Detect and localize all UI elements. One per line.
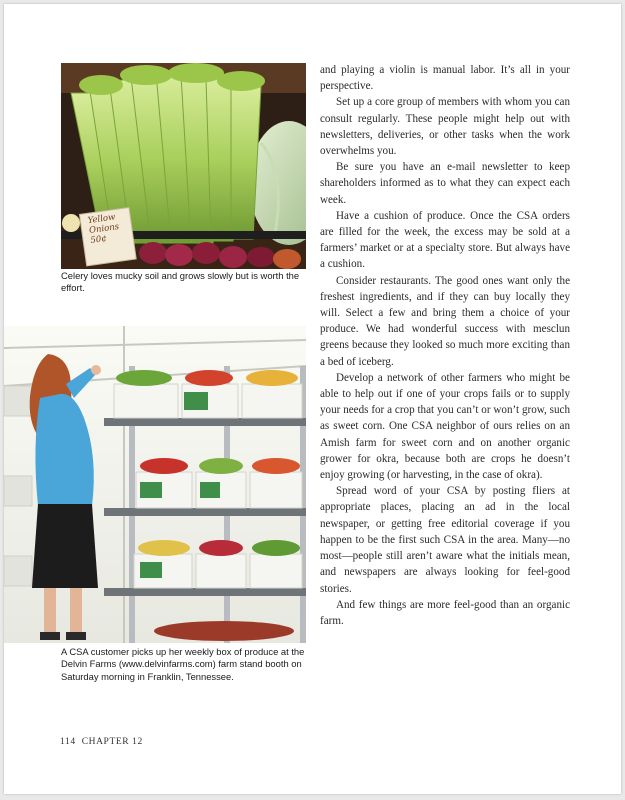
paragraph: Have a cushion of produce. Once the CSA orders are filled for the week, the excess may be sold at a farmers’ market or at a specialty store. But always have a cushion. [320,209,570,271]
paragraph: Spread word of your CSA by posting fliers at appropriate places, placing an ad in the local newspaper, or getting free editorial coverage if you happen to be the first such CSA in the area. Many—no most—people still aren’t aware what the initials mean, and newspapers are always looking for feel-good stories. [320,485,570,595]
chapter-label: CHAPTER 12 [81,737,143,747]
page-number: 114 [60,737,76,747]
book-page [4,4,621,794]
csa-customer-photo [4,326,306,643]
paragraph: And few things are more feel-good than an organic farm. [320,598,570,627]
body-text-column [320,62,570,629]
paragraph: Develop a network of other farmers who might be able to help out if one of your crops fails or to supply your needs for a crop that you can’t or won’t grow, such as sweet corn. One CSA neighbor of ours relies on an Amish farm for sweet corn and on another organic grower for okra, because both are crops he doesn’t enjoy growing (or harvesting, in the case of okra). [320,371,570,482]
paragraph: Consider restaurants. The good ones want only the freshest ingredients, and if they can buy locally they will. Select a few and bring them a choice of your produce. We had wonderful success with mesclun greens because they looked so much more exciting than a bed of iceberg. [320,274,570,368]
page-footer [60,737,149,747]
price-sign: Yellow Onions 50¢ [87,212,120,246]
farm-stand-illustration [4,326,306,643]
paragraph: Be sure you have an e-mail newsletter to keep shareholders informed as to what they can expect each week. [320,161,570,206]
csa-customer-photo-caption: A CSA customer picks up her weekly box of produce at the Delvin Farms (www.delvinfarms.com) farm stand booth on Saturday morning in Franklin, Tennessee. [61,646,305,682]
celery-photo [61,63,306,269]
celery-photo-caption: Celery loves mucky soil and grows slowly but is worth the effort. [61,270,300,294]
paragraph: and playing a violin is manual labor. It’s all in your perspective. [320,64,570,93]
paragraph: Set up a core group of members with whom you can consult regularly. These people might help out with newsletters, deliveries, or other tasks when the work overwhelms you. [320,96,570,158]
